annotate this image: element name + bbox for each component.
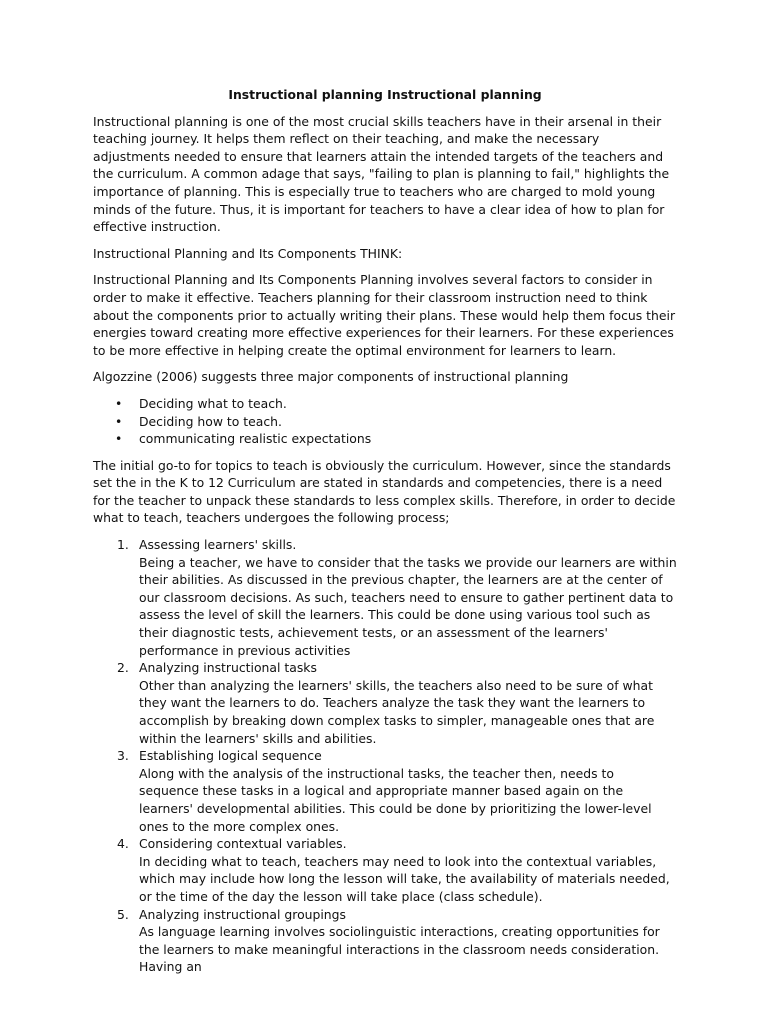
- section-heading-think: Instructional Planning and Its Components THINK:: [93, 245, 403, 261]
- step-title: Analyzing instructional groupings: [139, 906, 346, 922]
- step-body: Other than analyzing the learners' skills, the teachers also need to be sure of what they want the learners to do. Teachers analyze the task they want the learners to accomplish by breaking down complex tasks to simpler, manageable ones that are within the learners' skills and abilities.: [139, 677, 655, 746]
- list-item: [93, 413, 677, 431]
- step-body: In deciding what to teach, teachers may need to look into the contextual variables, which may include how long the lesson will take, the availability of materials needed, or the time of the day the lesson will take place (class schedule).: [139, 853, 670, 904]
- list-item: [93, 835, 677, 905]
- list-item-text: communicating realistic expectations: [139, 431, 372, 447]
- bullet-icon: •: [115, 395, 123, 411]
- list-item-text: Deciding what to teach.: [139, 395, 287, 411]
- process-steps-list: [93, 536, 677, 976]
- step-number: 4.: [117, 836, 129, 852]
- list-item: [93, 536, 677, 659]
- intro-paragraph: Instructional planning is one of the most crucial skills teachers have in their arsenal in their teaching journey. It helps them reflect on their teaching, and make the necessary adjustments needed to ensure that learners attain the intended targets of the teachers and the curriculum. A common adage that says, "failing to plan is planning to fail," highlights the importance of planning. This is especially true to teachers who are charged to mold young minds of the future. Thus, it is important for teachers to have a clear idea of how to plan for effective instruction.: [93, 113, 670, 235]
- step-body: Being a teacher, we have to consider that the tasks we provide our learners are within their abilities. As discussed in the previous chapter, the learners are at the center of our classroom decisions. As such, teachers need to ensure to gather pertinent data to assess the level of skill the learners. This could be done using various tool such as their diagnostic tests, achievement tests, or an assessment of the learners' performance in previous activities: [139, 554, 677, 658]
- bullet-icon: •: [115, 431, 123, 447]
- document-title: Instructional planning Instructional planning: [228, 87, 542, 102]
- step-title: Assessing learners' skills.: [139, 537, 297, 553]
- list-item: [93, 659, 677, 747]
- step-body: As language learning involves sociolinguistic interactions, creating opportunities for the learners to make meaningful interactions in the classroom needs consideration. Having an: [139, 924, 660, 975]
- step-body: Along with the analysis of the instructional tasks, the teacher then, needs to sequence these tasks in a logical and appropriate manner based again on the learners' developmental abilities. This could be done by prioritizing the lower-level ones to the more complex ones.: [139, 765, 652, 834]
- components-bullet-list: [93, 395, 677, 448]
- step-title: Establishing logical sequence: [139, 748, 322, 764]
- bullet-icon: •: [115, 413, 123, 429]
- process-paragraph: The initial go-to for topics to teach is obviously the curriculum. However, since the standards set the in the K to 12 Curriculum are stated in standards and competencies, there is a need for the teacher to unpack these standards to less complex skills. Therefore, in order to decide what to teach, teachers undergoes the following process;: [93, 457, 676, 526]
- step-number: 3.: [117, 748, 129, 764]
- step-number: 2.: [117, 660, 129, 676]
- list-item-text: Deciding how to teach.: [139, 413, 282, 429]
- step-title: Analyzing instructional tasks: [139, 660, 317, 676]
- list-item: [93, 747, 677, 835]
- algozzine-paragraph: Algozzine (2006) suggests three major components of instructional planning: [93, 369, 569, 385]
- step-number: 5.: [117, 906, 129, 922]
- list-item: [93, 430, 677, 448]
- components-paragraph: Instructional Planning and Its Components Planning involves several factors to consider in order to make it effective. Teachers planning for their classroom instruction need to think about the components prior to actually writing their plans. These would help them focus their energies toward creating more effective experiences for their learners. For these experiences to be more effective in helping create the optimal environment for learners to learn.: [93, 272, 676, 358]
- list-item: [93, 395, 677, 413]
- list-item: [93, 906, 677, 976]
- step-title: Considering contextual variables.: [139, 836, 347, 852]
- document-page: [93, 86, 677, 976]
- step-number: 1.: [117, 537, 129, 553]
